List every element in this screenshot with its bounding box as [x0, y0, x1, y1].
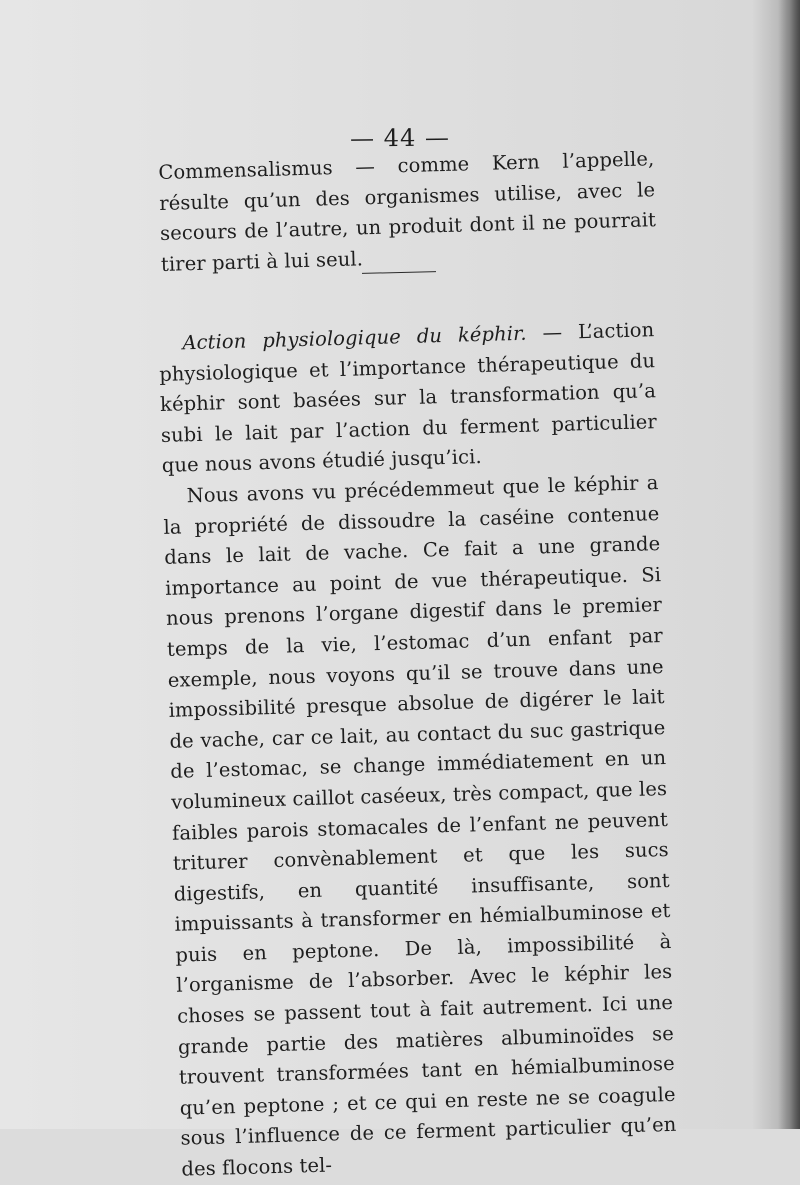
page-edge-shadow [778, 0, 800, 1129]
page-number: — 44 — [349, 123, 451, 153]
section-lead-text: — L’action physiologique et l’importance thérapeutique du képhir sont basées sur la transformation qu’a subi le lait par l’action du ferment particulier que nous avons étudié jusqu’ici. [158, 318, 658, 478]
continuation-paragraph [158, 144, 657, 280]
section-body [158, 315, 678, 1185]
paragraph-text: Commensalismus — comme Kern l’appelle, résulte qu’un des organismes utilise, avec le secours de l’autre, un produit dont il ne pourrait tirer parti à lui seul. [158, 147, 657, 276]
section-second-paragraph: Nous avons vu précédemmeut que le képhir a la propriété de dissoudre la caséine contenue dans le lait de vache. Ce fait a une grande importance au point de vue thérapeutique. Si nous prenons l’organe digestif dans le premier temps de la vie, l’estomac d’un enfant par exemple, nous voyons qu’il se trouve dans une impossibilité presque absolue de digérer le lait de vache, car ce lait, au contact du suc gastrique de l’estomac, se change immédiatement en un volumineux caillot caséeux, très compact, que les faibles parois stomacales de l’enfant ne peuvent triturer convènablement et que les sucs digestifs, en quantité insuffisante, sont impuissants à transformer en hémialbuminose et puis en peptone. De là, impossibilité à l’organisme de l’absorber. Avec le képhir les choses se passent tout à fait autrement. Ici une grande partie des matières albuminoïdes se trouvent transformées tant en hémialbuminose qu’en peptone ; et ce qui en reste ne se coagule sous l’influence de ce ferment particulier qu’en des flocons tel- [163, 471, 677, 1181]
section-first-paragraph [158, 315, 658, 482]
section-title: Action physiologique du képhir. [182, 321, 527, 355]
